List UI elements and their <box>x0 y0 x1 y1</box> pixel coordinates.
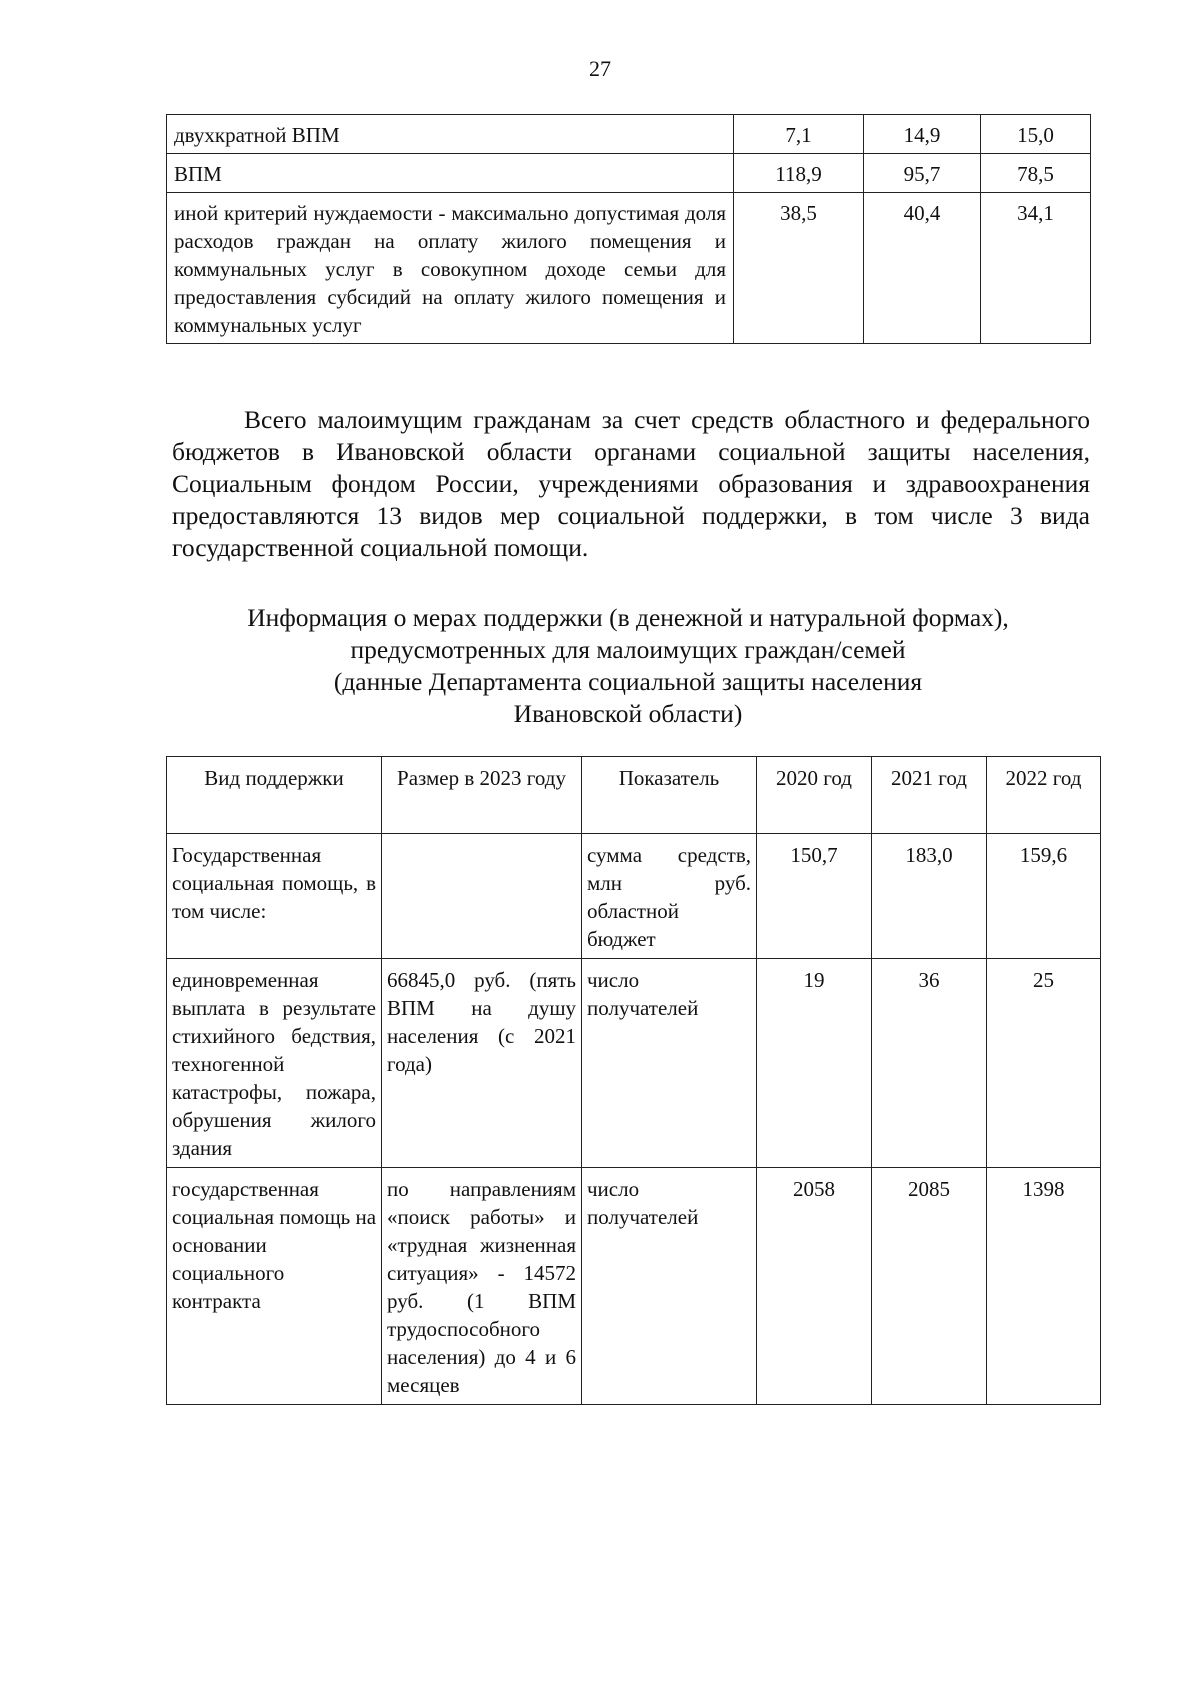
value-2021: 14,9 <box>864 115 981 154</box>
value-2020: 150,7 <box>757 834 872 959</box>
header-size: Размер в 2023 году <box>382 757 582 834</box>
support-size: по направлениям «поиск работы» и «трудная жизненная ситуация» - 14572 руб. (1 ВПМ трудоспособного населения) до 4 и 6 месяцев <box>382 1168 582 1405</box>
support-indicator: число получателей <box>582 959 757 1168</box>
value-2022: 25 <box>987 959 1101 1168</box>
support-measures-table <box>166 756 1101 1405</box>
page-number: 27 <box>589 56 611 81</box>
value-2020: 7,1 <box>734 115 864 154</box>
value-2020: 2058 <box>757 1168 872 1405</box>
value-2022: 159,6 <box>987 834 1101 959</box>
value-2021: 95,7 <box>864 154 981 193</box>
table-row <box>167 1168 1101 1405</box>
table-row <box>167 154 1091 193</box>
support-type: единовременная выплата в результате стихийного бедствия, техногенной катастрофы, пожара, обрушения жилого здания <box>167 959 382 1168</box>
body-paragraph: Всего малоимущим гражданам за счет средств областного и федерального бюджетов в Ивановской области органами социальной защиты населения, Социальным фондом России, учреждениями образования и здравоохранения предоставляются 13 видов мер социальной поддержки, в том числе 3 вида государственной социальной помощи. <box>172 405 1090 562</box>
support-indicator: сумма средств, млн руб. областной бюджет <box>582 834 757 959</box>
value-2020: 118,9 <box>734 154 864 193</box>
table-row <box>167 834 1101 959</box>
value-2021: 36 <box>872 959 987 1168</box>
value-2021: 40,4 <box>864 193 981 344</box>
header-2020: 2020 год <box>757 757 872 834</box>
section-heading <box>166 602 1090 730</box>
criterion-label: двухкратной ВПМ <box>167 115 734 154</box>
header-2021: 2021 год <box>872 757 987 834</box>
heading-line: (данные Департамента социальной защиты населения <box>333 667 923 696</box>
support-indicator: число получателей <box>582 1168 757 1405</box>
header-indicator: Показатель <box>582 757 757 834</box>
heading-line: предусмотренных для малоимущих граждан/семей <box>350 635 906 664</box>
header-type: Вид поддержки <box>167 757 382 834</box>
criterion-label: ВПМ <box>167 154 734 193</box>
heading-line: Ивановской области) <box>513 699 743 728</box>
heading-line: Информация о мерах поддержки (в денежной и натуральной формах), <box>247 603 1009 632</box>
table-row <box>167 193 1091 344</box>
table-row <box>167 959 1101 1168</box>
criterion-label: иной критерий нуждаемости - максимально допустимая доля расходов граждан на оплату жилого помещения и коммунальных услуг в совокупном доходе семьи для предоставления субсидий на оплату жилого помещения и коммунальных услуг <box>167 193 734 344</box>
value-2021: 2085 <box>872 1168 987 1405</box>
value-2022: 1398 <box>987 1168 1101 1405</box>
value-2021: 183,0 <box>872 834 987 959</box>
value-2020: 38,5 <box>734 193 864 344</box>
header-2022: 2022 год <box>987 757 1101 834</box>
table-header-row <box>167 757 1101 834</box>
criteria-table <box>166 114 1091 344</box>
table-row <box>167 115 1091 154</box>
support-size: 66845,0 руб. (пять ВПМ на душу населения (с 2021 года) <box>382 959 582 1168</box>
value-2022: 15,0 <box>981 115 1091 154</box>
value-2020: 19 <box>757 959 872 1168</box>
support-size <box>382 834 582 959</box>
value-2022: 34,1 <box>981 193 1091 344</box>
value-2022: 78,5 <box>981 154 1091 193</box>
support-type: Государственная социальная помощь, в том числе: <box>167 834 382 959</box>
support-type: государственная социальная помощь на основании социального контракта <box>167 1168 382 1405</box>
